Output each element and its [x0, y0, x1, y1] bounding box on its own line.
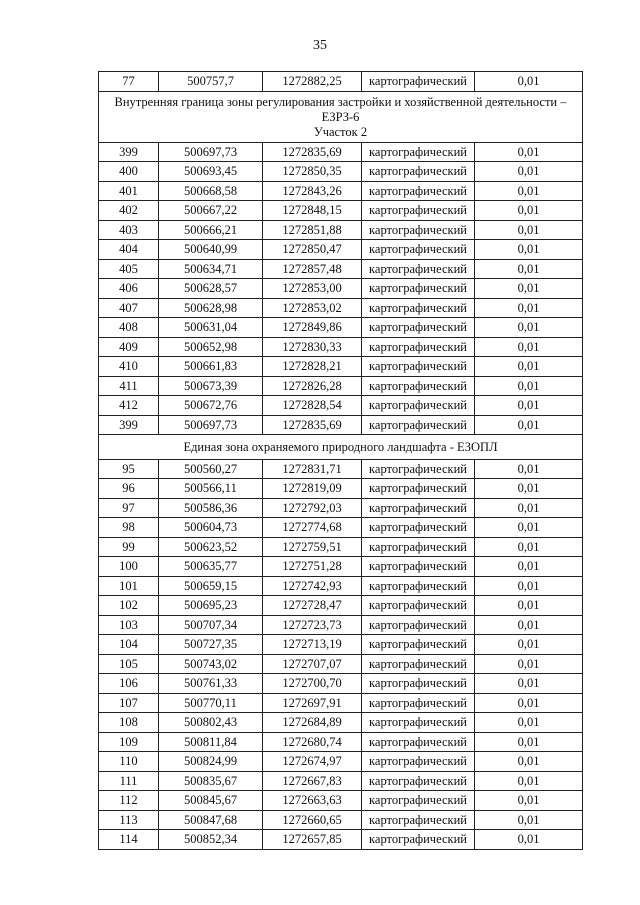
accuracy-cell: 0,01 [475, 713, 583, 733]
x-coordinate-cell: 500640,99 [159, 240, 263, 260]
table-row [99, 498, 583, 518]
x-coordinate-cell: 500707,34 [159, 615, 263, 635]
accuracy-cell: 0,01 [475, 537, 583, 557]
accuracy-cell: 0,01 [475, 162, 583, 182]
y-coordinate-cell: 1272850,35 [263, 162, 362, 182]
x-coordinate-cell: 500659,15 [159, 576, 263, 596]
method-cell: картографический [362, 518, 475, 538]
x-coordinate-cell: 500761,33 [159, 674, 263, 694]
y-coordinate-cell: 1272700,70 [263, 674, 362, 694]
accuracy-cell: 0,01 [475, 791, 583, 811]
accuracy-cell: 0,01 [475, 830, 583, 850]
y-coordinate-cell: 1272850,47 [263, 240, 362, 260]
point-number-cell: 399 [99, 415, 159, 435]
x-coordinate-cell: 500695,23 [159, 596, 263, 616]
table-row [99, 810, 583, 830]
section-title-line: Внутренняя граница зоны регулирования застройки и хозяйственной деятельности – [114, 94, 567, 109]
accuracy-cell: 0,01 [475, 220, 583, 240]
point-number-cell: 409 [99, 337, 159, 357]
accuracy-cell: 0,01 [475, 635, 583, 655]
table-group-ezrz6 [99, 142, 583, 435]
point-number-cell: 404 [99, 240, 159, 260]
method-cell: картографический [362, 635, 475, 655]
point-number-cell: 105 [99, 654, 159, 674]
method-cell: картографический [362, 615, 475, 635]
y-coordinate-cell: 1272674,97 [263, 752, 362, 772]
accuracy-cell: 0,01 [475, 693, 583, 713]
y-coordinate-cell: 1272848,15 [263, 201, 362, 221]
accuracy-cell: 0,01 [475, 240, 583, 260]
table-row [99, 596, 583, 616]
point-number-cell: 108 [99, 713, 159, 733]
y-coordinate-cell: 1272853,02 [263, 298, 362, 318]
x-coordinate-cell: 500667,22 [159, 201, 263, 221]
x-coordinate-cell: 500586,36 [159, 498, 263, 518]
table-row [99, 654, 583, 674]
accuracy-cell: 0,01 [475, 615, 583, 635]
y-coordinate-cell: 1272759,51 [263, 537, 362, 557]
x-coordinate-cell: 500757,7 [159, 72, 263, 92]
y-coordinate-cell: 1272851,88 [263, 220, 362, 240]
point-number-cell: 98 [99, 518, 159, 538]
table-row [99, 259, 583, 279]
method-cell: картографический [362, 498, 475, 518]
y-coordinate-cell: 1272792,03 [263, 498, 362, 518]
coordinates-table [98, 71, 583, 850]
y-coordinate-cell: 1272882,25 [263, 72, 362, 92]
point-number-cell: 401 [99, 181, 159, 201]
y-coordinate-cell: 1272828,54 [263, 396, 362, 416]
table-row [99, 635, 583, 655]
y-coordinate-cell: 1272660,65 [263, 810, 362, 830]
point-number-cell: 104 [99, 635, 159, 655]
table-row [99, 557, 583, 577]
point-number-cell: 412 [99, 396, 159, 416]
point-number-cell: 95 [99, 459, 159, 479]
method-cell: картографический [362, 142, 475, 162]
method-cell: картографический [362, 72, 475, 92]
method-cell: картографический [362, 220, 475, 240]
y-coordinate-cell: 1272657,85 [263, 830, 362, 850]
y-coordinate-cell: 1272831,71 [263, 459, 362, 479]
y-coordinate-cell: 1272751,28 [263, 557, 362, 577]
point-number-cell: 406 [99, 279, 159, 299]
point-number-cell: 111 [99, 771, 159, 791]
accuracy-cell: 0,01 [475, 654, 583, 674]
accuracy-cell: 0,01 [475, 771, 583, 791]
point-number-cell: 112 [99, 791, 159, 811]
accuracy-cell: 0,01 [475, 752, 583, 772]
method-cell: картографический [362, 279, 475, 299]
y-coordinate-cell: 1272819,09 [263, 479, 362, 499]
section-header-ezrz6 [99, 91, 583, 142]
table-row [99, 142, 583, 162]
accuracy-cell: 0,01 [475, 479, 583, 499]
accuracy-cell: 0,01 [475, 376, 583, 396]
method-cell: картографический [362, 830, 475, 850]
x-coordinate-cell: 500811,84 [159, 732, 263, 752]
method-cell: картографический [362, 752, 475, 772]
method-cell: картографический [362, 181, 475, 201]
accuracy-cell: 0,01 [475, 459, 583, 479]
y-coordinate-cell: 1272663,63 [263, 791, 362, 811]
table-row [99, 479, 583, 499]
point-number-cell: 405 [99, 259, 159, 279]
point-number-cell: 403 [99, 220, 159, 240]
accuracy-cell: 0,01 [475, 181, 583, 201]
x-coordinate-cell: 500666,21 [159, 220, 263, 240]
x-coordinate-cell: 500672,76 [159, 396, 263, 416]
accuracy-cell: 0,01 [475, 557, 583, 577]
method-cell: картографический [362, 654, 475, 674]
method-cell: картографический [362, 693, 475, 713]
table-row [99, 337, 583, 357]
table-row [99, 830, 583, 850]
table-row [99, 771, 583, 791]
y-coordinate-cell: 1272723,73 [263, 615, 362, 635]
y-coordinate-cell: 1272826,28 [263, 376, 362, 396]
point-number-cell: 103 [99, 615, 159, 635]
accuracy-cell: 0,01 [475, 674, 583, 694]
method-cell: картографический [362, 791, 475, 811]
table-row [99, 459, 583, 479]
method-cell: картографический [362, 771, 475, 791]
table-row [99, 298, 583, 318]
x-coordinate-cell: 500661,83 [159, 357, 263, 377]
table-row [99, 181, 583, 201]
accuracy-cell: 0,01 [475, 576, 583, 596]
accuracy-cell: 0,01 [475, 318, 583, 338]
y-coordinate-cell: 1272713,19 [263, 635, 362, 655]
method-cell: картографический [362, 459, 475, 479]
point-number-cell: 407 [99, 298, 159, 318]
x-coordinate-cell: 500652,98 [159, 337, 263, 357]
method-cell: картографический [362, 318, 475, 338]
method-cell: картографический [362, 357, 475, 377]
method-cell: картографический [362, 596, 475, 616]
y-coordinate-cell: 1272853,00 [263, 279, 362, 299]
point-number-cell: 96 [99, 479, 159, 499]
point-number-cell: 114 [99, 830, 159, 850]
table-row [99, 674, 583, 694]
accuracy-cell: 0,01 [475, 498, 583, 518]
x-coordinate-cell: 500697,73 [159, 142, 263, 162]
page-number: 35 [313, 38, 327, 53]
y-coordinate-cell: 1272835,69 [263, 142, 362, 162]
accuracy-cell: 0,01 [475, 810, 583, 830]
section-row [99, 435, 583, 460]
x-coordinate-cell: 500743,02 [159, 654, 263, 674]
method-cell: картографический [362, 479, 475, 499]
y-coordinate-cell: 1272835,69 [263, 415, 362, 435]
point-number-cell: 411 [99, 376, 159, 396]
point-number-cell: 399 [99, 142, 159, 162]
accuracy-cell: 0,01 [475, 298, 583, 318]
point-number-cell: 106 [99, 674, 159, 694]
accuracy-cell: 0,01 [475, 596, 583, 616]
table-row [99, 240, 583, 260]
table-row [99, 732, 583, 752]
point-number-cell: 102 [99, 596, 159, 616]
method-cell: картографический [362, 713, 475, 733]
accuracy-cell: 0,01 [475, 142, 583, 162]
accuracy-cell: 0,01 [475, 357, 583, 377]
method-cell: картографический [362, 810, 475, 830]
table-row [99, 376, 583, 396]
x-coordinate-cell: 500852,34 [159, 830, 263, 850]
method-cell: картографический [362, 576, 475, 596]
table-row [99, 576, 583, 596]
y-coordinate-cell: 1272728,47 [263, 596, 362, 616]
table-row [99, 752, 583, 772]
table-row [99, 518, 583, 538]
x-coordinate-cell: 500727,35 [159, 635, 263, 655]
y-coordinate-cell: 1272684,89 [263, 713, 362, 733]
point-number-cell: 408 [99, 318, 159, 338]
x-coordinate-cell: 500673,39 [159, 376, 263, 396]
x-coordinate-cell: 500628,98 [159, 298, 263, 318]
x-coordinate-cell: 500824,99 [159, 752, 263, 772]
y-coordinate-cell: 1272828,21 [263, 357, 362, 377]
table-row [99, 72, 583, 92]
section-title-line: ЕЗРЗ-6 [321, 109, 360, 124]
table-row [99, 220, 583, 240]
table-row [99, 791, 583, 811]
point-number-cell: 100 [99, 557, 159, 577]
table-row [99, 318, 583, 338]
method-cell: картографический [362, 415, 475, 435]
point-number-cell: 402 [99, 201, 159, 221]
accuracy-cell: 0,01 [475, 72, 583, 92]
point-number-cell: 110 [99, 752, 159, 772]
table-group-ezopl [99, 459, 583, 849]
y-coordinate-cell: 1272830,33 [263, 337, 362, 357]
section-row [99, 91, 583, 142]
x-coordinate-cell: 500668,58 [159, 181, 263, 201]
x-coordinate-cell: 500847,68 [159, 810, 263, 830]
method-cell: картографический [362, 537, 475, 557]
table-row [99, 537, 583, 557]
x-coordinate-cell: 500566,11 [159, 479, 263, 499]
x-coordinate-cell: 500835,67 [159, 771, 263, 791]
method-cell: картографический [362, 162, 475, 182]
section-subtitle: Участок 2 [313, 124, 368, 139]
point-number-cell: 400 [99, 162, 159, 182]
point-number-cell: 99 [99, 537, 159, 557]
table-row [99, 415, 583, 435]
method-cell: картографический [362, 396, 475, 416]
accuracy-cell: 0,01 [475, 415, 583, 435]
y-coordinate-cell: 1272680,74 [263, 732, 362, 752]
point-number-cell: 113 [99, 810, 159, 830]
x-coordinate-cell: 500628,57 [159, 279, 263, 299]
table-row [99, 713, 583, 733]
accuracy-cell: 0,01 [475, 396, 583, 416]
point-number-cell: 410 [99, 357, 159, 377]
y-coordinate-cell: 1272697,91 [263, 693, 362, 713]
section-title-ezopl: Единая зона охраняемого природного ландшафта - ЕЗОПЛ [99, 435, 583, 460]
accuracy-cell: 0,01 [475, 732, 583, 752]
accuracy-cell: 0,01 [475, 518, 583, 538]
x-coordinate-cell: 500693,45 [159, 162, 263, 182]
table-row [99, 279, 583, 299]
table-row [99, 693, 583, 713]
point-number-cell: 97 [99, 498, 159, 518]
table-row [99, 396, 583, 416]
method-cell: картографический [362, 337, 475, 357]
accuracy-cell: 0,01 [475, 201, 583, 221]
x-coordinate-cell: 500802,43 [159, 713, 263, 733]
table-group-top [99, 72, 583, 92]
table-row [99, 162, 583, 182]
accuracy-cell: 0,01 [475, 259, 583, 279]
x-coordinate-cell: 500560,27 [159, 459, 263, 479]
x-coordinate-cell: 500845,67 [159, 791, 263, 811]
method-cell: картографический [362, 201, 475, 221]
x-coordinate-cell: 500623,52 [159, 537, 263, 557]
method-cell: картографический [362, 557, 475, 577]
y-coordinate-cell: 1272857,48 [263, 259, 362, 279]
point-number-cell: 101 [99, 576, 159, 596]
method-cell: картографический [362, 732, 475, 752]
point-number-cell: 109 [99, 732, 159, 752]
y-coordinate-cell: 1272849,86 [263, 318, 362, 338]
accuracy-cell: 0,01 [475, 279, 583, 299]
y-coordinate-cell: 1272667,83 [263, 771, 362, 791]
x-coordinate-cell: 500770,11 [159, 693, 263, 713]
point-number-cell: 77 [99, 72, 159, 92]
table-row [99, 357, 583, 377]
method-cell: картографический [362, 259, 475, 279]
method-cell: картографический [362, 298, 475, 318]
x-coordinate-cell: 500631,04 [159, 318, 263, 338]
x-coordinate-cell: 500634,71 [159, 259, 263, 279]
section-header-ezopl [99, 435, 583, 460]
x-coordinate-cell: 500604,73 [159, 518, 263, 538]
y-coordinate-cell: 1272707,07 [263, 654, 362, 674]
y-coordinate-cell: 1272843,26 [263, 181, 362, 201]
method-cell: картографический [362, 674, 475, 694]
section-title-ezrz6 [99, 91, 583, 142]
y-coordinate-cell: 1272742,93 [263, 576, 362, 596]
x-coordinate-cell: 500635,77 [159, 557, 263, 577]
table-row [99, 615, 583, 635]
method-cell: картографический [362, 240, 475, 260]
point-number-cell: 107 [99, 693, 159, 713]
table-row [99, 201, 583, 221]
x-coordinate-cell: 500697,73 [159, 415, 263, 435]
method-cell: картографический [362, 376, 475, 396]
y-coordinate-cell: 1272774,68 [263, 518, 362, 538]
accuracy-cell: 0,01 [475, 337, 583, 357]
